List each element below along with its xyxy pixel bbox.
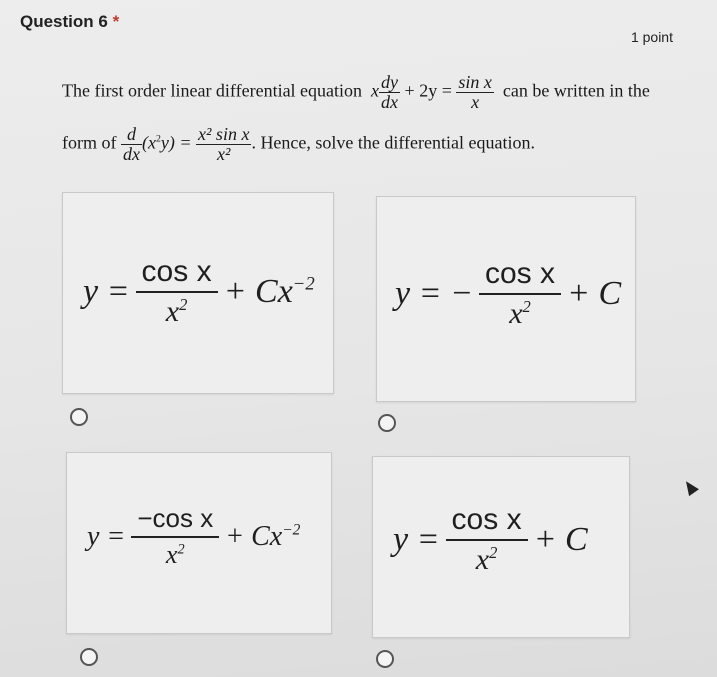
required-mark: *	[112, 12, 120, 31]
option-den-2	[509, 295, 531, 331]
q-line1-mid: + 2y =	[404, 80, 452, 101]
q-line1-sin: sin x	[458, 72, 492, 92]
option-num-1: cos x	[136, 255, 218, 293]
option-den-4	[476, 541, 498, 577]
option-den-base-2: x	[509, 297, 523, 330]
option-fraction-1	[136, 255, 218, 329]
option-den-base-3: x	[165, 540, 178, 569]
option-lhs-3: y =	[87, 520, 126, 552]
option-tail-sup-3: −2	[282, 521, 301, 539]
option-radio-3[interactable]	[80, 648, 98, 666]
q-line2-rhs	[196, 125, 251, 164]
option-tail-text-3: + Cx	[225, 520, 283, 552]
question-title-text: Question 6	[20, 12, 108, 31]
q-line1-dy: dy	[381, 72, 399, 92]
q-line1-den: x	[471, 91, 480, 112]
option-radio-1[interactable]	[70, 408, 88, 426]
option-tail-2	[567, 275, 621, 313]
option-num-4: cos x	[446, 503, 528, 541]
option-den-1	[166, 293, 188, 329]
q-line2-dx: dx	[122, 143, 140, 164]
option-num-2: cos x	[479, 257, 561, 295]
option-tail-4	[534, 521, 588, 559]
option-card-3[interactable]	[66, 452, 332, 634]
option-num-3: −cos x	[131, 503, 219, 538]
option-den-base-4: x	[475, 543, 490, 576]
mouse-cursor-icon	[681, 478, 699, 496]
option-fraction-4	[446, 503, 528, 577]
q-line2-pre: form of	[62, 132, 117, 153]
option-formula-2	[395, 257, 621, 331]
question-title	[20, 12, 119, 32]
q-line2-sup: 2	[155, 133, 161, 145]
q-line2-den: x²	[217, 143, 231, 164]
q-line1-dx: dx	[381, 91, 399, 112]
option-den-sup-4: 2	[489, 543, 498, 562]
option-lhs-1: y =	[83, 273, 130, 310]
q-line1-pre: The first order linear differential equation	[62, 80, 363, 101]
option-formula-1	[83, 255, 315, 329]
option-fraction-3	[131, 503, 219, 570]
question-line-1	[62, 73, 650, 112]
option-lhs-4: y =	[393, 521, 440, 558]
option-den-sup-2: 2	[522, 297, 531, 316]
option-lhs-2: y = −	[395, 275, 473, 312]
option-den-base-1: x	[165, 295, 180, 328]
option-radio-4[interactable]	[376, 650, 394, 668]
option-tail-1	[224, 273, 315, 311]
points-label: 1 point	[630, 29, 673, 45]
q-line1-post: can be written in the	[502, 80, 650, 101]
option-den-sup-3: 2	[177, 541, 185, 558]
option-card-1[interactable]	[62, 192, 334, 394]
option-formula-3	[87, 503, 300, 570]
q-line2-ddx	[121, 125, 142, 164]
q-line2-num: x² sin x	[198, 124, 250, 144]
option-card-4[interactable]	[372, 456, 630, 638]
option-tail-text-4: + C	[533, 521, 588, 558]
option-card-2[interactable]	[376, 196, 636, 402]
option-tail-sup-1: −2	[292, 273, 315, 295]
option-den-sup-1: 2	[179, 295, 188, 314]
question-line-2	[62, 125, 535, 164]
q-line1-x: x	[371, 80, 380, 101]
option-tail-text-2: + C	[567, 275, 622, 312]
option-formula-4	[393, 503, 588, 577]
option-tail-text-1: + Cx	[223, 273, 293, 310]
q-line2-paren: (x	[141, 132, 156, 153]
option-den-3	[166, 538, 185, 570]
q-line2-post: . Hence, solve the differential equation.	[251, 132, 535, 153]
q-line1-dydx	[379, 73, 400, 112]
q-line1-rhs	[456, 73, 494, 112]
option-tail-3	[225, 521, 300, 553]
option-radio-2[interactable]	[378, 414, 396, 432]
q-line2-y: y) =	[160, 132, 192, 153]
option-fraction-2	[479, 257, 561, 331]
q-line2-d: d	[121, 125, 142, 145]
